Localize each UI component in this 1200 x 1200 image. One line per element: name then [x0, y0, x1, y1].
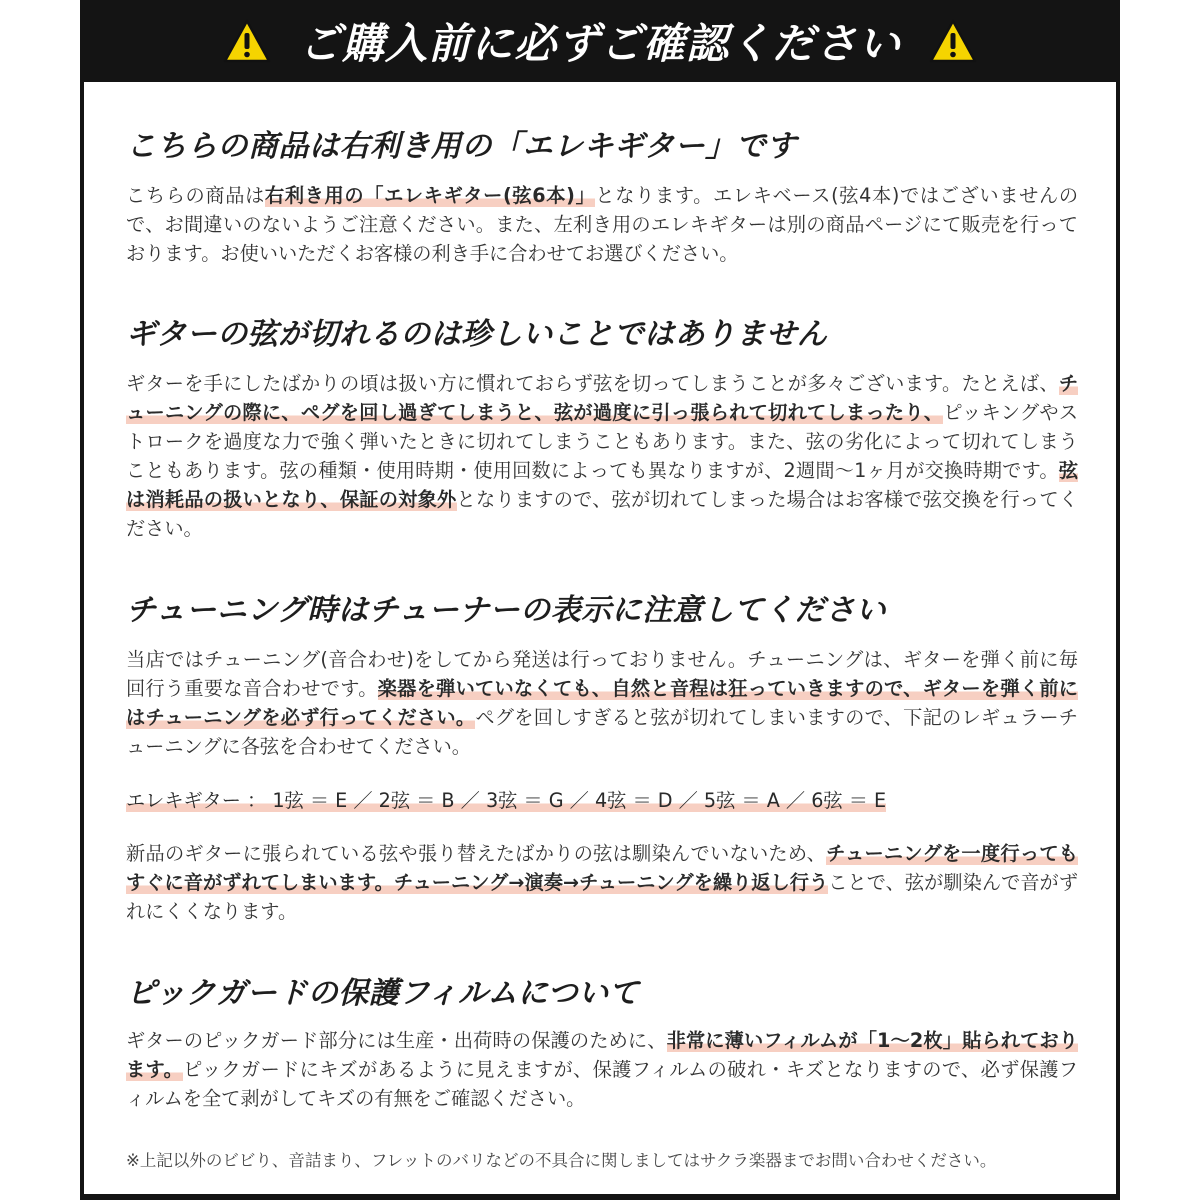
body-text: となりますので、弦が切れてしまった場合はお客様で弦交換を行ってください。 — [126, 488, 1079, 540]
section-title-pickguard-film: ピックガードの保護フィルムについて — [126, 976, 640, 1011]
section-body-right-handed — [126, 181, 1078, 268]
section-body-tuning — [126, 645, 1078, 761]
body-text: 当店ではチューニング(音合わせ)をしてから発送は行っておりません。チューニングは、ギターを弾く前に毎回行う重要な音合わせです。 — [126, 648, 1078, 700]
highlight-text: 右利き用の「エレキギター(弦6本)」 — [264, 184, 596, 207]
section-body-pickguard-film — [126, 1026, 1078, 1113]
footer-note: ※上記以外のビビり、音詰まり、フレットのバリなどの不具合に関しましてはサクラ楽器までお問い合わせください。 — [126, 1151, 997, 1170]
tuning-spec-text: エレキギター ： 1弦 ＝ E ／ 2弦 ＝ B ／ 3弦 ＝ G ／ 4弦 ＝ D ／ 5弦 ＝ A ／ 6弦 ＝ E — [126, 789, 887, 812]
section-body-tuning-settle — [126, 839, 1078, 926]
highlight-text: 楽器を弾いていなくても、自然と音程は狂っていきますので、ギターを弾く前にはチューニングを必ず行ってください。 — [126, 677, 1078, 729]
section-title-string-breakage: ギターの弦が切れるのは珍しいことではありません — [126, 317, 828, 352]
body-text: ことで、弦が馴染んで音がずれにくくなります。 — [126, 871, 1078, 923]
header-banner — [80, 0, 1120, 82]
highlight-text: 弦は消耗品の扱いとなり、保証の対象外 — [126, 459, 1078, 511]
body-text: となります。エレキベース(弦4本)ではございませんので、お間違いのないようご注意ください。また、左利き用のエレキギターは別の商品ページにて販売を行っております。お使いいただくお客様の利き手に合わせてお選びください。 — [126, 184, 1079, 265]
body-text: ピッキングやストロークを過度な力で強く弾いたときに切れてしまうこともあります。また、弦の劣化によって切れてしまうこともあります。弦の種類・使用時期・使用回数によっても異なりますが、2週間〜1ヶ月が交換時期です。 — [126, 401, 1079, 482]
section-title-right-handed: こちらの商品は右利き用の「エレキギター」です — [126, 129, 797, 164]
body-text: ピックガードにキズがあるように見えますが、保護フィルムの破れ・キズとなりますので、必ず保護フィルムを全て剥がしてキズの有無をご確認ください。 — [126, 1058, 1078, 1110]
highlight-text: チューニングの際に、ペグを回し過ぎてしまうと、弦が過度に引っ張られて切れてしまったり、 — [126, 372, 1078, 424]
body-text: ペグを回しすぎると弦が切れてしまいますので、下記のレギュラーチューニングに各弦を合わせてください。 — [126, 706, 1078, 758]
page-title: ご購入前に必ずご確認ください — [298, 19, 901, 68]
body-text: ギターのピックガード部分には生産・出荷時の保護のために、 — [126, 1029, 667, 1052]
warning-triangle-icon — [929, 19, 977, 63]
tuning-spec — [126, 786, 1078, 815]
warning-triangle-icon — [223, 19, 271, 63]
highlight-text: チューニングを一度行ってもすぐに音がずれてしまいます。チューニング→演奏→チューニングを繰り返し行う — [126, 842, 1078, 894]
body-text: 新品のギターに張られている弦や張り替えたばかりの弦は馴染んでいないため、 — [126, 842, 827, 865]
section-body-string-breakage — [126, 369, 1078, 543]
notice-frame — [80, 0, 1120, 1200]
body-text: こちらの商品は — [126, 184, 265, 207]
content-panel — [84, 82, 1116, 1194]
highlight-text: 非常に薄いフィルムが「1〜2枚」貼られております。 — [126, 1029, 1078, 1081]
section-title-tuning: チューニング時はチューナーの表示に注意してください — [126, 593, 887, 628]
body-text: ギターを手にしたばかりの頃は扱い方に慣れておらず弦を切ってしまうことが多々ございます。たとえば、 — [126, 372, 1059, 395]
